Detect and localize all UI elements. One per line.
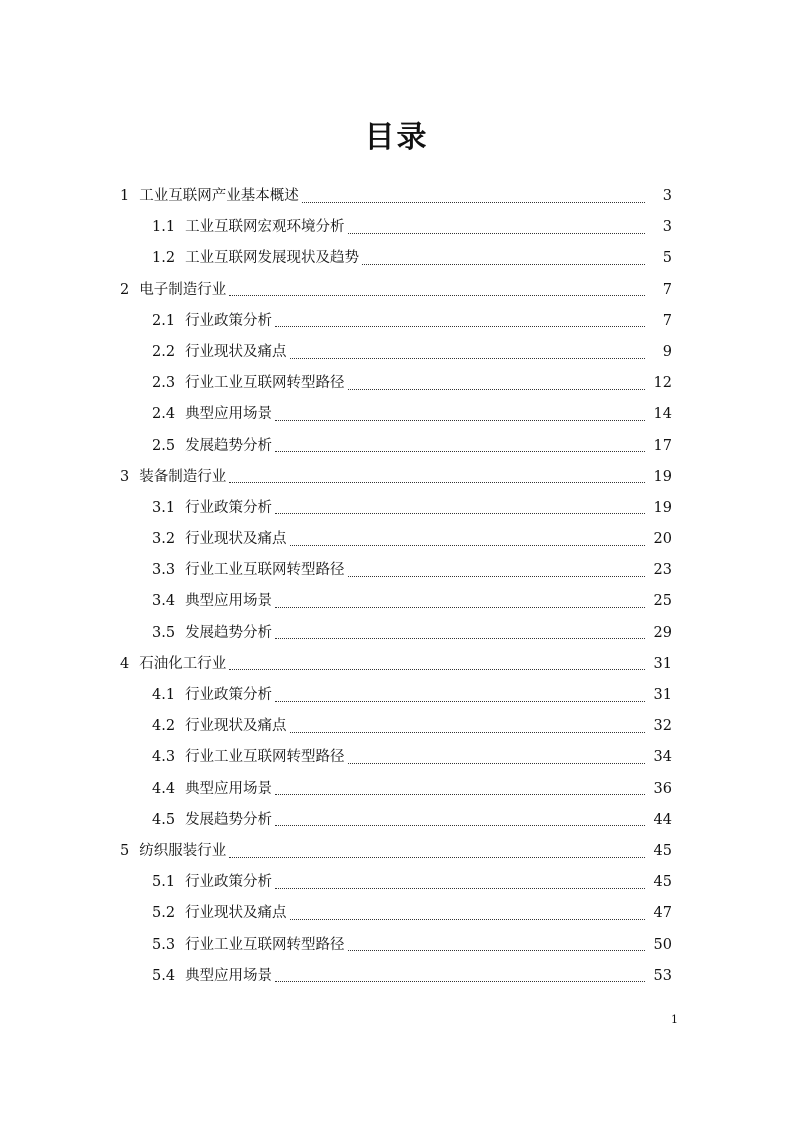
toc-entry-page: 19 bbox=[653, 468, 672, 485]
toc-entry-number: 2 bbox=[120, 281, 130, 298]
toc-dot-leader bbox=[275, 980, 645, 982]
toc-entry-number: 3.4 bbox=[152, 593, 176, 610]
toc-entry-title: 发展趋势分析 bbox=[185, 624, 273, 641]
toc-entry-title: 典型应用场景 bbox=[185, 967, 273, 984]
page-title: 目录 bbox=[364, 120, 429, 155]
toc-entry-title: 发展趋势分析 bbox=[185, 437, 273, 454]
toc-entry-number: 3.5 bbox=[152, 624, 176, 641]
toc-entry-number: 4.1 bbox=[152, 687, 176, 703]
toc-entry-title: 装备制造行业 bbox=[139, 468, 227, 485]
toc-entry-title: 工业互联网宏观环境分析 bbox=[185, 219, 345, 236]
toc-section-entry[interactable] bbox=[0, 399, 793, 430]
toc-entry-number: 3.1 bbox=[152, 499, 176, 516]
toc-entry-title: 行业工业互联网转型路径 bbox=[185, 936, 345, 953]
toc-entry-page: 19 bbox=[653, 499, 672, 516]
toc-entry-page: 25 bbox=[653, 593, 672, 610]
toc-entry-page: 44 bbox=[653, 811, 672, 828]
toc-entry-page: 12 bbox=[653, 375, 672, 392]
toc-entry-page: 53 bbox=[653, 967, 672, 984]
toc-entry-title: 行业政策分析 bbox=[185, 499, 273, 516]
toc-dot-leader bbox=[275, 450, 645, 452]
toc-entry-number: 3 bbox=[120, 468, 130, 485]
toc-section-entry[interactable] bbox=[0, 805, 793, 836]
toc-entry-number: 2.1 bbox=[152, 312, 176, 329]
toc-entry-title: 行业工业互联网转型路径 bbox=[185, 562, 345, 579]
toc-entry-title: 行业工业互联网转型路径 bbox=[185, 749, 345, 766]
toc-entry-page: 31 bbox=[653, 655, 672, 672]
toc-dot-leader bbox=[290, 544, 645, 546]
page-number: 1 bbox=[671, 1013, 678, 1026]
toc-entry-title: 典型应用场景 bbox=[185, 780, 273, 797]
toc-entry-title: 行业现状及痛点 bbox=[185, 531, 287, 548]
toc-section-entry[interactable] bbox=[0, 774, 793, 805]
toc-entry-title: 典型应用场景 bbox=[185, 593, 273, 610]
toc-dot-leader bbox=[290, 918, 645, 920]
toc-section-entry[interactable] bbox=[0, 680, 793, 711]
toc-dot-leader bbox=[290, 731, 645, 733]
toc-entry-title: 行业政策分析 bbox=[185, 687, 273, 703]
toc-dot-leader bbox=[348, 949, 645, 951]
toc-section-entry[interactable] bbox=[0, 711, 793, 742]
toc-entry-number: 5.3 bbox=[152, 936, 176, 953]
toc-entry-title: 电子制造行业 bbox=[139, 281, 227, 298]
toc-entry-page: 47 bbox=[653, 905, 672, 922]
toc-entry-page: 45 bbox=[653, 874, 672, 891]
toc-entry-title: 行业现状及痛点 bbox=[185, 718, 287, 735]
toc-dot-leader bbox=[229, 856, 645, 858]
toc-entry-title: 工业互联网发展现状及趋势 bbox=[185, 250, 360, 267]
toc-entry-page: 23 bbox=[653, 562, 672, 579]
toc-dot-leader bbox=[290, 357, 645, 359]
toc-entry-page: 29 bbox=[653, 624, 672, 641]
toc-dot-leader bbox=[275, 793, 645, 795]
toc-entry-number: 3.3 bbox=[152, 562, 176, 579]
toc-dot-leader bbox=[348, 575, 645, 577]
toc-entry-number: 4.4 bbox=[152, 780, 176, 797]
toc-entry-number: 4.2 bbox=[152, 718, 176, 735]
toc-section-entry[interactable] bbox=[0, 586, 793, 617]
table-of-contents bbox=[0, 181, 793, 992]
toc-entry-page: 3 bbox=[662, 188, 672, 204]
toc-entry-title: 典型应用场景 bbox=[185, 406, 273, 423]
toc-entry-title: 石油化工行业 bbox=[139, 655, 227, 672]
toc-dot-leader bbox=[229, 481, 645, 483]
toc-entry-number: 2.2 bbox=[152, 343, 176, 360]
toc-section-entry[interactable] bbox=[0, 368, 793, 399]
toc-entry-title: 行业现状及痛点 bbox=[185, 343, 287, 360]
toc-section-entry[interactable] bbox=[0, 930, 793, 961]
toc-dot-leader bbox=[362, 263, 645, 265]
toc-entry-number: 3.2 bbox=[152, 531, 176, 548]
toc-chapter-entry[interactable] bbox=[0, 649, 793, 680]
toc-dot-leader bbox=[275, 887, 645, 889]
toc-section-entry[interactable] bbox=[0, 431, 793, 462]
toc-entry-page: 7 bbox=[662, 281, 672, 298]
toc-section-entry[interactable] bbox=[0, 898, 793, 929]
toc-entry-page: 17 bbox=[653, 437, 672, 454]
toc-dot-leader bbox=[275, 637, 645, 639]
toc-entry-number: 4.3 bbox=[152, 749, 176, 766]
toc-entry-page: 7 bbox=[662, 312, 672, 329]
toc-entry-title: 行业现状及痛点 bbox=[185, 905, 287, 922]
toc-entry-title: 工业互联网产业基本概述 bbox=[139, 188, 299, 204]
toc-dot-leader bbox=[275, 606, 645, 608]
toc-section-entry[interactable] bbox=[0, 306, 793, 337]
toc-entry-page: 14 bbox=[653, 406, 672, 423]
toc-chapter-entry[interactable] bbox=[0, 275, 793, 306]
toc-dot-leader bbox=[348, 762, 645, 764]
toc-section-entry[interactable] bbox=[0, 243, 793, 274]
toc-entry-page: 34 bbox=[653, 749, 672, 766]
toc-entry-number: 4 bbox=[120, 655, 130, 672]
toc-section-entry[interactable] bbox=[0, 961, 793, 992]
toc-dot-leader bbox=[302, 201, 645, 203]
toc-section-entry[interactable] bbox=[0, 618, 793, 649]
toc-entry-page: 3 bbox=[662, 219, 672, 236]
toc-entry-number: 1.1 bbox=[152, 219, 176, 236]
toc-chapter-entry[interactable] bbox=[0, 836, 793, 867]
toc-entry-number: 5.2 bbox=[152, 905, 176, 922]
toc-entry-title: 纺织服装行业 bbox=[139, 842, 227, 859]
toc-chapter-entry[interactable] bbox=[0, 181, 793, 212]
toc-dot-leader bbox=[348, 232, 645, 234]
toc-section-entry[interactable] bbox=[0, 555, 793, 586]
toc-entry-number: 5 bbox=[120, 842, 130, 859]
toc-section-entry[interactable] bbox=[0, 867, 793, 898]
toc-entry-number: 2.4 bbox=[152, 406, 176, 423]
toc-section-entry[interactable] bbox=[0, 212, 793, 243]
toc-dot-leader bbox=[348, 388, 645, 390]
toc-entry-title: 行业政策分析 bbox=[185, 874, 273, 891]
toc-entry-number: 5.4 bbox=[152, 967, 176, 984]
toc-dot-leader bbox=[229, 294, 645, 296]
toc-section-entry[interactable] bbox=[0, 337, 793, 368]
toc-entry-page: 5 bbox=[662, 250, 672, 267]
toc-entry-title: 行业政策分析 bbox=[185, 312, 273, 329]
toc-dot-leader bbox=[275, 325, 645, 327]
toc-entry-title: 发展趋势分析 bbox=[185, 811, 273, 828]
toc-entry-page: 31 bbox=[653, 687, 672, 703]
toc-entry-number: 2.3 bbox=[152, 375, 176, 392]
toc-entry-page: 20 bbox=[653, 531, 672, 548]
toc-dot-leader bbox=[275, 700, 645, 702]
toc-section-entry[interactable] bbox=[0, 742, 793, 773]
toc-entry-page: 32 bbox=[653, 718, 672, 735]
toc-entry-number: 5.1 bbox=[152, 874, 176, 891]
toc-entry-page: 50 bbox=[653, 936, 672, 953]
toc-entry-page: 36 bbox=[653, 780, 672, 797]
toc-dot-leader bbox=[275, 512, 645, 514]
toc-entry-number: 4.5 bbox=[152, 811, 176, 828]
toc-section-entry[interactable] bbox=[0, 493, 793, 524]
toc-entry-page: 9 bbox=[662, 343, 672, 360]
toc-dot-leader bbox=[275, 419, 645, 421]
toc-dot-leader bbox=[229, 668, 645, 670]
toc-section-entry[interactable] bbox=[0, 524, 793, 555]
toc-entry-number: 1 bbox=[120, 188, 130, 204]
toc-dot-leader bbox=[275, 824, 645, 826]
toc-entry-number: 1.2 bbox=[152, 250, 176, 267]
toc-chapter-entry[interactable] bbox=[0, 462, 793, 493]
toc-entry-page: 45 bbox=[653, 842, 672, 859]
toc-entry-number: 2.5 bbox=[152, 437, 176, 454]
toc-entry-title: 行业工业互联网转型路径 bbox=[185, 375, 345, 392]
